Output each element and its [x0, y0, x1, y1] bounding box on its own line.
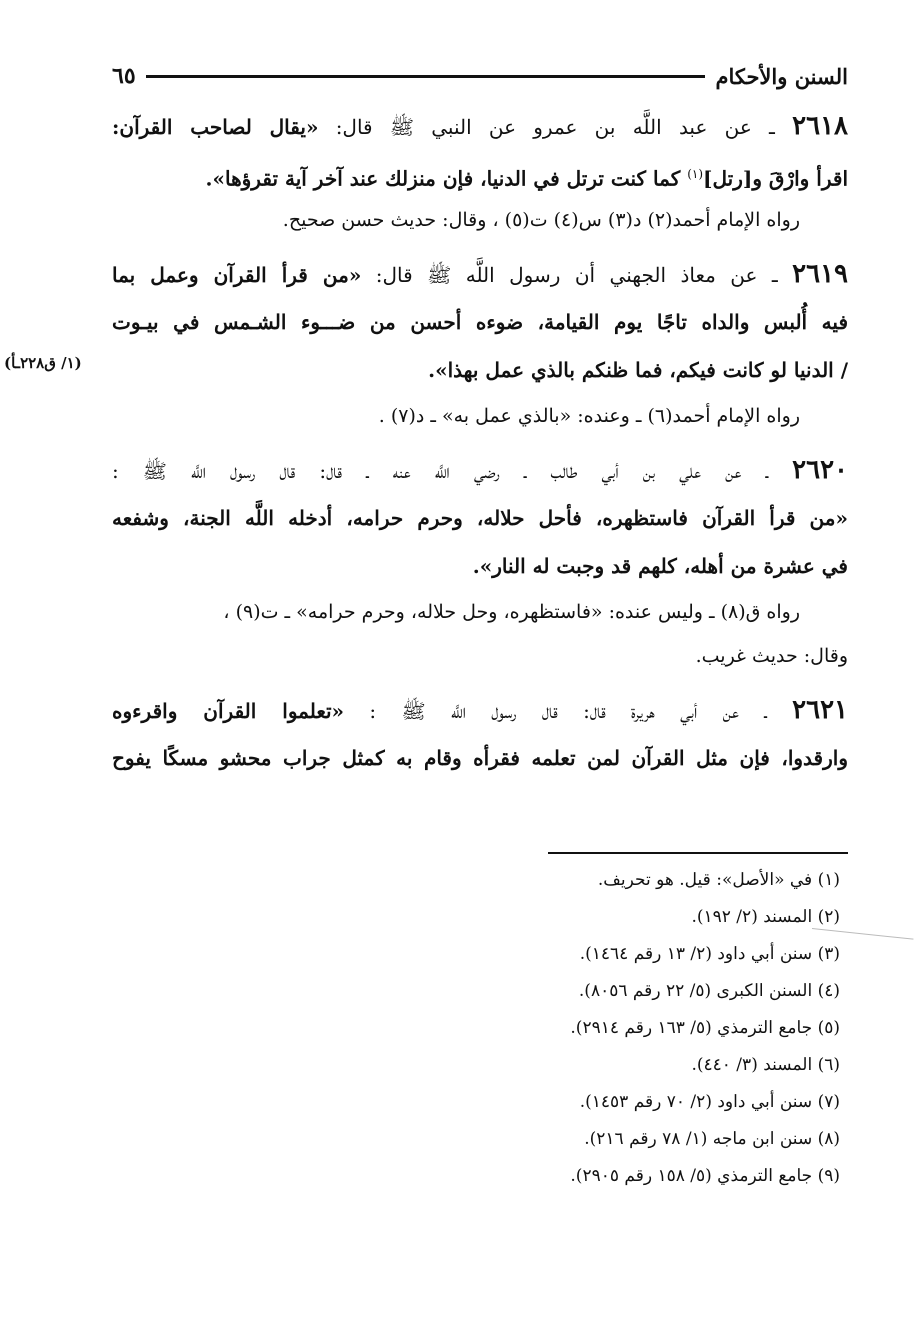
hadith-number: ٢٦٢١ [792, 695, 848, 725]
header-rule [146, 75, 706, 78]
hadith-line [112, 686, 848, 734]
hadith-line [112, 150, 848, 198]
narration-line: رواه ق(٨) ـ وليس عنده: «فاستظهره، وحل حلاله، وحرم حرامه» ـ ت(٩) ، [223, 601, 800, 623]
footnote-separator [548, 852, 848, 854]
prophetic-text: اقرأ وارْقَ و[رتل] [703, 166, 848, 191]
narration-line: وقال: حديث غريب. [695, 645, 848, 667]
prophetic-text: «تعلموا القرآن واقرءوه [112, 699, 345, 723]
hadith-text: ـ عن علي بن أبي طالب ـ رضي اللَّه عنه ـ قال: قال رسول اللَّه ﷺ : [112, 459, 769, 483]
hadith-2618 [112, 102, 848, 242]
hadith-2619 [112, 250, 848, 438]
footnote-item: (٨) سنن ابن ماجه (١/ ٧٨ رقم ٢١٦). [584, 1129, 840, 1149]
hadith-number: ٢٦١٨ [792, 111, 848, 141]
footnote-item: (٧) سنن أبي داود (٢/ ٧٠ رقم ١٤٥٣). [579, 1092, 840, 1112]
hadith-2621 [112, 686, 848, 782]
hadith-line [112, 298, 848, 346]
footnotes [340, 862, 840, 1195]
narration-line: رواه الإمام أحمد(٦) ـ وعنده: «بالذي عمل به» ـ د(٧) . [378, 405, 800, 427]
hadith-number: ٢٦١٩ [792, 259, 848, 289]
footnote-item: (٢) المسند (٢/ ١٩٢). [691, 907, 840, 927]
prophetic-text: وارقدوا، فإن مثل القرآن لمن تعلمه فقرأه وقام به كمثل جراب محشو مسكًا يفوح [112, 746, 848, 770]
hadith-2620 [112, 446, 848, 678]
footnote-item: (٦) المسند (٣/ ٤٤٠). [691, 1055, 840, 1075]
footnote-item: (٩) جامع الترمذي (٥/ ١٥٨ رقم ٢٩٠٥). [570, 1166, 840, 1186]
hadith-line [112, 542, 848, 590]
hadith-line [112, 446, 848, 494]
prophetic-text: «يقال لصاحب القرآن: [112, 115, 319, 139]
hadith-line [112, 250, 848, 298]
hadith-text: ـ عن أبي هريرة قال: قال رسول اللَّه ﷺ : [344, 699, 767, 723]
main-text [112, 102, 848, 790]
prophetic-text: «من قرأ القرآن وعمل بما [112, 263, 362, 287]
footnote-marker: (١) [687, 167, 704, 181]
footnote-item: (١) في «الأصل»: قيل. هو تحريف. [597, 870, 840, 890]
hadith-text: ـ عن معاذ الجهني أن رسول اللَّه ﷺ قال: [361, 263, 778, 287]
footnote-item: (٣) سنن أبي داود (٢/ ١٣ رقم ١٤٦٤). [579, 944, 840, 964]
running-header [112, 56, 848, 96]
hadith-number: ٢٦٢٠ [792, 455, 848, 485]
hadith-line [112, 346, 848, 394]
manuscript-folio-note: (١/ ق٢٢٨ـأ) [4, 354, 82, 372]
narration-line: رواه الإمام أحمد(٢) د(٣) س(٤) ت(٥) ، وقال: حديث حسن صحيح. [282, 209, 800, 231]
footnote-item: (٥) جامع الترمذي (٥/ ١٦٣ رقم ٢٩١٤). [570, 1018, 840, 1038]
prophetic-text: / الدنيا لو كانت فيكم، فما ظنكم بالذي عمل بهذا». [428, 358, 848, 382]
footnote-item: (٤) السنن الكبرى (٥/ ٢٢ رقم ٨٠٥٦). [578, 981, 840, 1001]
hadith-text: ـ عن عبد اللَّه بن عمرو عن النبي ﷺ قال: [318, 115, 775, 139]
prophetic-text: في عشرة من أهله، كلهم قد وجبت له النار». [472, 554, 848, 578]
page-number: ٦٥ [112, 63, 136, 89]
prophetic-text: كما كنت ترتل في الدنيا، فإن منزلك عند آخر آية تقرؤها». [205, 166, 688, 191]
hadith-line [112, 102, 848, 150]
chapter-title: السنن والأحكام [715, 63, 848, 89]
prophetic-text: فيه أُلبس والداه تاجًا يوم القيامة، ضوءه أحسن من ضـــوء الشـمس في بيـوت [112, 310, 848, 334]
hadith-line [112, 494, 848, 542]
hadith-line [112, 734, 848, 782]
prophetic-text: «من قرأ القرآن فاستظهره، فأحل حلاله، وحرم حرامه، أدخله اللَّه الجنة، وشفعه [112, 506, 848, 530]
